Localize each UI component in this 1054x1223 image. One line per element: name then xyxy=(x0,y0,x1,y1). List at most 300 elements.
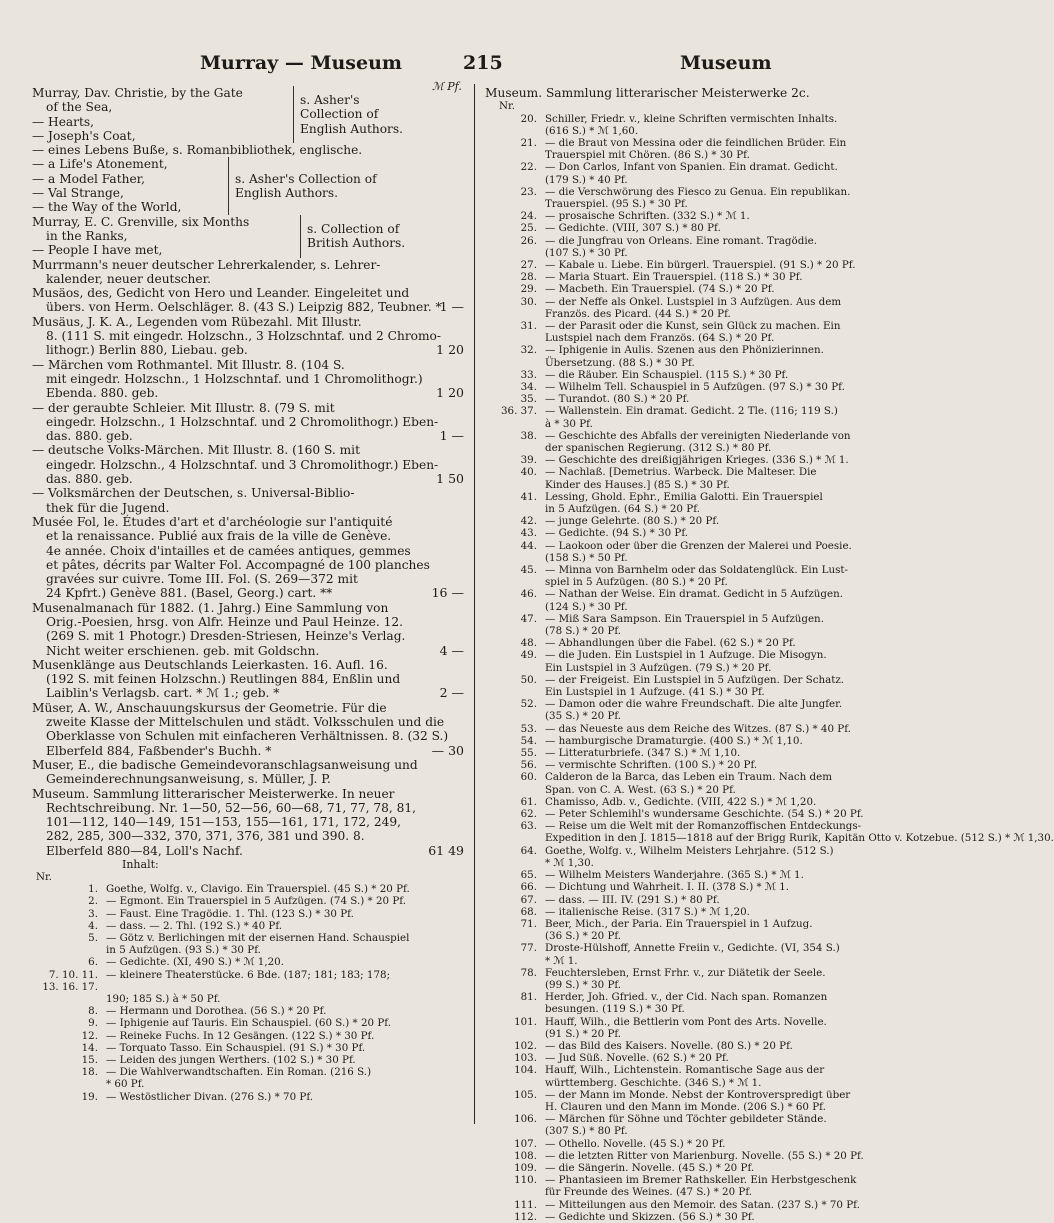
contents-item xyxy=(485,259,955,271)
item-continuation: (36 S.) * 20 Pf. xyxy=(545,930,622,943)
contents-row xyxy=(485,283,955,295)
item-number: 4. xyxy=(88,919,98,932)
contents-row xyxy=(485,1150,955,1162)
item-continuation: (91 S.) * 20 Pf. xyxy=(545,1027,622,1040)
entry-line: Murrmann's neuer deutscher Lehrerkalender, s. Lehrer- xyxy=(32,257,381,272)
item-number: 23. xyxy=(520,185,537,198)
entry-price: 1 — xyxy=(439,428,464,444)
item-number: 61. xyxy=(520,795,537,808)
catalog-entry xyxy=(32,787,464,858)
entry-line: Murray, Dav. Christie, by the Gate xyxy=(32,86,243,100)
contents-item xyxy=(485,320,955,344)
item-number: 103. xyxy=(514,1052,537,1065)
item-continuation: Französ. des Picard. (44 S.) * 20 Pf. xyxy=(545,307,731,320)
item-number: 33. xyxy=(520,368,537,381)
item-title: — Miß Sara Sampson. Ein Trauerspiel in 5 Aufzügen. xyxy=(545,612,824,625)
entry-line: (269 S. mit 1 Photogr.) Dresden-Striesen, Heinze's Verlag. xyxy=(46,629,406,644)
contents-item xyxy=(485,1089,955,1113)
entry-line: gravées sur cuivre. Tome III. Fol. (S. 269—372 mit xyxy=(46,572,358,587)
item-title: — Turandot. (80 S.) * 20 Pf. xyxy=(545,393,690,406)
item-number: 62. xyxy=(520,808,537,821)
contents-item xyxy=(32,908,464,920)
item-title: Chamisso, Adb. v., Gedichte. (VIII, 422 S.) * ℳ 1,20. xyxy=(545,795,817,808)
entry-line: eingedr. Holzschn., 4 Holzschntaf. und 3 Chromolithogr.) Eben- xyxy=(46,457,439,472)
contents-item xyxy=(485,820,1054,845)
item-title: — Westöstlicher Divan. (276 S.) * 70 Pf. xyxy=(106,1090,314,1103)
contents-item xyxy=(485,393,955,405)
entry-line: — der geraubte Schleier. Mit Illustr. 8. (79 S. mit xyxy=(32,400,335,415)
item-title: — Othello. Novelle. (45 S.) * 20 Pf. xyxy=(545,1137,726,1150)
item-continuation: württemberg. Geschichte. (346 S.) * ℳ 1. xyxy=(545,1076,762,1089)
item-number: 66. xyxy=(520,881,537,894)
contents-row xyxy=(32,1030,464,1042)
contents-item xyxy=(485,186,955,210)
entry-line: — People I have met, xyxy=(32,243,163,258)
item-title: — Hermann und Dorothea. (56 S.) * 20 Pf. xyxy=(106,1005,327,1018)
contents-row xyxy=(485,991,955,1003)
item-continuation: Kinder des Hauses.] (85 S.) * 30 Pf. xyxy=(545,478,730,491)
entry-line: mit eingedr. Holzschn., 1 Holzschntaf. und 1 Chromolithogr.) xyxy=(46,371,423,386)
item-title: — die Jungfrau von Orleans. Eine romant. Tragödie. xyxy=(545,234,817,247)
item-title: — die Juden. Ein Lustspiel in 1 Aufzuge. Die Misogyn. xyxy=(545,649,827,662)
contents-item xyxy=(485,113,955,137)
contents-item xyxy=(485,808,955,820)
contents-row xyxy=(485,613,955,625)
contents-item xyxy=(485,698,955,722)
item-number: 71. xyxy=(520,917,537,930)
item-number: 44. xyxy=(520,539,537,552)
entry-line: et la renaissance. Publié aux frais de la ville de Genève. xyxy=(46,529,392,544)
item-title: — die Verschwörung des Fiesco zu Genua. Ein republikan. xyxy=(545,185,851,198)
contents-row xyxy=(485,113,955,125)
item-number: 42. xyxy=(520,515,537,528)
item-continuation: für Freunde des Weines. (47 S.) * 20 Pf. xyxy=(545,1186,753,1199)
column-divider xyxy=(474,84,475,1124)
entry-line: — a Model Father, xyxy=(32,171,146,186)
item-title: Hauff, Wilh., die Bettlerin vom Pont des Arts. Novelle. xyxy=(545,1015,827,1028)
item-title: — Egmont. Ein Trauerspiel in 5 Aufzügen. (74 S.) * 20 Pf. xyxy=(106,895,406,908)
item-number: 14. xyxy=(81,1041,98,1054)
entry-line: das. 880. geb. xyxy=(46,472,133,487)
item-number: 53. xyxy=(520,722,537,735)
item-title: — junge Gelehrte. (80 S.) * 20 Pf. xyxy=(545,515,720,528)
contents-item xyxy=(32,1066,464,1090)
contents-row xyxy=(32,1005,464,1017)
contents-row xyxy=(485,1174,955,1186)
entry-line: Gemeinderechnungsanweisung, s. Müller, J. P. xyxy=(46,772,331,787)
contents-item xyxy=(32,1054,464,1066)
contents-row xyxy=(485,759,955,771)
contents-row xyxy=(485,906,955,918)
contents-row xyxy=(485,942,955,954)
item-title: — Litteraturbriefe. (347 S.) * ℳ 1,10. xyxy=(545,747,741,760)
item-number: 12. xyxy=(81,1029,98,1042)
contents-row xyxy=(485,491,955,503)
contents-item xyxy=(485,515,955,527)
item-number: 24. xyxy=(520,210,537,223)
item-number: 27. xyxy=(520,258,537,271)
item-title: — Reineke Fuchs. In 12 Gesängen. (122 S.) * 30 Pf. xyxy=(106,1029,375,1042)
contents-item xyxy=(485,222,955,234)
item-continuation: (616 S.) * ℳ 1,60. xyxy=(545,124,639,137)
contents-item xyxy=(485,674,955,698)
item-title: — Phantasieen im Bremer Rathskeller. Ein Herbstgeschenk xyxy=(545,1174,857,1187)
entry-line: Musée Fol, le. Études d'art et d'archéologie sur l'antiquité xyxy=(32,514,393,529)
item-continuation: spiel in 5 Aufzügen. (80 S.) * 20 Pf. xyxy=(545,576,728,589)
item-number: 67. xyxy=(520,893,537,906)
contents-item xyxy=(485,1064,955,1088)
contents-row xyxy=(485,466,955,478)
contents-row xyxy=(485,869,955,881)
item-number: 111. xyxy=(514,1198,537,1211)
entry-line: Muser, E., die badische Gemeindevoranschlagsanweisung und xyxy=(32,757,418,772)
entry-line: — Val Strange, xyxy=(32,186,124,201)
entry-line: Elberfeld 884, Faßbender's Buchh. * xyxy=(46,743,272,758)
item-title: — das Bild des Kaisers. Novelle. (80 S.) * 20 Pf. xyxy=(545,1039,793,1052)
contents-row xyxy=(32,908,464,920)
item-continuation: (35 S.) * 20 Pf. xyxy=(545,710,622,723)
item-number: 34. xyxy=(520,380,537,393)
contents-row xyxy=(485,344,955,356)
contents-item xyxy=(485,881,955,893)
entry-line: — eines Lebens Buße, s. Romanbibliothek, englische. xyxy=(32,143,363,158)
contents-row xyxy=(485,771,955,783)
contents-row xyxy=(32,883,464,895)
item-title: Beer, Mich., der Paria. Ein Trauerspiel in 1 Aufzug. xyxy=(545,917,813,930)
contents-item xyxy=(32,956,464,968)
price-column-head: ℳ Pf. xyxy=(432,80,462,93)
item-continuation: (107 S.) * 30 Pf. xyxy=(545,246,628,259)
item-number: 77. xyxy=(520,942,537,955)
continuation-heading: Museum. Sammlung litterarischer Meisterwerke 2c. xyxy=(485,86,810,100)
contents-item xyxy=(485,588,955,612)
entry-line: Musenklänge aus Deutschlands Leierkasten. 16. Aufl. 16. xyxy=(32,657,388,672)
contents-item xyxy=(485,344,955,368)
entry-line: das. 880. geb. xyxy=(46,429,133,444)
contents-item xyxy=(485,283,955,295)
item-title: — Minna von Barnhelm oder das Soldatenglück. Ein Lust- xyxy=(545,564,848,577)
number-label: Nr. xyxy=(36,871,53,884)
contents-row xyxy=(485,1211,955,1223)
item-title: — Nachlaß. [Demetrius. Warbeck. Die Malteser. Die xyxy=(545,466,817,479)
right-column xyxy=(485,86,1054,1223)
item-number: 101. xyxy=(514,1015,537,1028)
contents-item xyxy=(485,137,955,161)
item-title: — prosaische Schriften. (332 S.) * ℳ 1. xyxy=(545,210,750,223)
contents-item xyxy=(485,942,955,966)
contents-row xyxy=(485,649,955,661)
item-title: — der Parasit oder die Kunst, sein Glück zu machen. Ein xyxy=(545,319,841,332)
entry-line: Murray, E. C. Grenville, six Months xyxy=(32,214,250,229)
contents-row xyxy=(485,820,955,832)
item-title: — Gedichte. (94 S.) * 30 Pf. xyxy=(545,527,689,540)
item-number: 47. xyxy=(520,612,537,625)
contents-row xyxy=(485,186,955,198)
contents-item xyxy=(32,1030,464,1042)
item-continuation: Ein Lustspiel in 3 Aufzügen. (79 S.) * 20 Pf. xyxy=(545,661,772,674)
contents-item xyxy=(485,405,955,429)
item-title: — kleinere Theaterstücke. 6 Bde. (187; 181; 183; 178; xyxy=(106,968,391,981)
running-header-right: Museum xyxy=(680,52,772,74)
entry-line: 101—112, 140—149, 151—153, 155—161, 171, 172, 249, xyxy=(46,815,401,830)
item-number: 78. xyxy=(520,966,537,979)
item-title: — Peter Schlemihl's wundersame Geschichte. (54 S.) * 20 Pf. xyxy=(545,808,864,821)
contents-item xyxy=(485,1113,955,1137)
item-number: 49. xyxy=(520,649,537,662)
item-title: Lessing, Ghold. Ephr., Emilia Galotti. Ein Trauerspiel xyxy=(545,490,823,503)
entry-line: 24 Kpfrt.) Genève 881. (Basel, Georg.) cart. ** xyxy=(46,586,333,601)
contents-list xyxy=(485,112,1054,1223)
entry-price: 1 — xyxy=(439,299,464,315)
item-title: Hauff, Wilh., Lichtenstein. Romantische Sage aus der xyxy=(545,1064,825,1077)
contents-item xyxy=(485,967,955,991)
catalog-entry xyxy=(32,658,464,701)
item-number: 55. xyxy=(520,747,537,760)
contents-row xyxy=(485,1064,955,1076)
contents-item xyxy=(485,613,955,637)
contents-item xyxy=(485,1174,955,1198)
contents-item xyxy=(485,466,955,490)
item-continuation: (78 S.) * 20 Pf. xyxy=(545,625,622,638)
entry-price: — 30 xyxy=(431,742,464,758)
contents-row xyxy=(485,259,955,271)
catalog-entry xyxy=(32,401,464,444)
item-title: — Wilhelm Meisters Wanderjahre. (365 S.) * ℳ 1. xyxy=(545,869,804,882)
contents-item xyxy=(485,381,955,393)
contents-row xyxy=(485,1199,955,1211)
entry-line: 8. (111 S. mit eingedr. Holzschn., 3 Holzschntaf. und 2 Chromo- xyxy=(46,329,442,344)
item-continuation: (124 S.) * 30 Pf. xyxy=(545,600,628,613)
item-continuation: Expedition in den J. 1815—1818 auf der Brigg Rurik, Kapitän Otto v. Kotzebue. (512 S.) * ℳ 1,30. xyxy=(545,832,1054,845)
item-continuation: Trauerspiel. (95 S.) * 30 Pf. xyxy=(545,197,688,210)
contents-item xyxy=(32,883,464,895)
contents-row xyxy=(485,881,955,893)
item-number: 65. xyxy=(520,869,537,882)
contents-row xyxy=(485,161,955,173)
entry-line: kalender, neuer deutscher. xyxy=(46,271,211,286)
item-title: Calderon de la Barca, das Leben ein Traum. Nach dem xyxy=(545,771,833,784)
item-continuation: besungen. (119 S.) * 30 Pf. xyxy=(545,1003,685,1016)
contents-row xyxy=(485,369,955,381)
item-number: 29. xyxy=(520,283,537,296)
item-number: 31. xyxy=(520,319,537,332)
entry-line: et pâtes, décrits par Walter Fol. Accompagné de 100 planches xyxy=(46,557,430,572)
item-number: 43. xyxy=(520,527,537,540)
item-title: — die Sängerin. Novelle. (45 S.) * 20 Pf. xyxy=(545,1161,755,1174)
catalog-entry xyxy=(32,758,464,787)
entry-line: — the Way of the World, xyxy=(32,200,182,215)
item-title: — italienische Reise. (317 S.) * ℳ 1,20. xyxy=(545,905,750,918)
item-number: 56. xyxy=(520,759,537,772)
entry-line: Laiblin's Verlagsb. cart. * ℳ 1.; geb. * xyxy=(46,686,280,701)
contents-item xyxy=(485,491,955,515)
entry-price: 1 20 xyxy=(436,385,464,401)
entry-line: Ebenda. 880. geb. xyxy=(46,386,159,401)
item-title: — Die Wahlverwandtschaften. Ein Roman. (216 S.) xyxy=(106,1066,372,1079)
item-number: 21. xyxy=(520,136,537,149)
contents-item xyxy=(485,771,955,795)
entry-line: 4e année. Choix d'intailles et de camées antiques, gemmes xyxy=(46,543,411,558)
contents-row xyxy=(32,920,464,932)
contents-list xyxy=(32,883,464,1103)
item-title: Schiller, Friedr. v., kleine Schriften vermischten Inhalts. xyxy=(545,112,838,125)
contents-row xyxy=(32,1091,464,1103)
entry-line: Orig.-Poesien, hrsg. von Alfr. Heinze und Paul Heinze. 12. xyxy=(46,614,403,629)
item-number: 1. xyxy=(88,883,98,896)
item-number: 109. xyxy=(514,1161,537,1174)
contents-item xyxy=(485,1162,955,1174)
item-continuation: * ℳ 1. xyxy=(545,954,578,967)
item-title: — der Freigeist. Ein Lustspiel in 5 Aufzügen. Der Schatz. xyxy=(545,673,845,686)
item-continuation: Span. von C. A. West. (63 S.) * 20 Pf. xyxy=(545,783,736,796)
contents-row xyxy=(485,918,955,930)
item-title: — hamburgische Dramaturgie. (400 S.) * ℳ 1,10. xyxy=(545,734,803,747)
contents-item xyxy=(485,735,955,747)
item-title: — der Neffe als Onkel. Lustspiel in 3 Aufzügen. Aus dem xyxy=(545,295,842,308)
contents-item xyxy=(485,637,955,649)
contents-row xyxy=(485,894,955,906)
entry-line: Oberklasse von Schulen mit einfacheren Verhältnissen. 8. (32 S.) xyxy=(46,729,449,744)
item-title: — Wilhelm Tell. Schauspiel in 5 Aufzügen. (97 S.) * 30 Pf. xyxy=(545,380,845,393)
contents-row xyxy=(485,723,955,735)
contents-item xyxy=(485,1150,955,1162)
item-title: — Kabale u. Liebe. Ein bürgerl. Trauerspiel. (91 S.) * 20 Pf. xyxy=(545,258,856,271)
contents-item xyxy=(485,1199,955,1211)
item-number: 60. xyxy=(520,771,537,784)
contents-item xyxy=(485,369,955,381)
contents-item xyxy=(32,895,464,907)
contents-row xyxy=(485,967,955,979)
item-title: — Nathan der Weise. Ein dramat. Gedicht in 5 Aufzügen. xyxy=(545,588,843,601)
item-number: 102. xyxy=(514,1039,537,1052)
contents-item xyxy=(485,161,955,185)
brace-group xyxy=(32,157,464,214)
contents-row xyxy=(32,1042,464,1054)
item-title: Herder, Joh. Gfried. v., der Cid. Nach span. Romanzen xyxy=(545,991,828,1004)
item-number: 38. xyxy=(520,429,537,442)
item-title: — Mitteilungen aus den Memoir. des Satan. (237 S.) * 70 Pf. xyxy=(545,1198,860,1211)
item-continuation: Ein Lustspiel in 1 Aufzuge. (41 S.) * 30 Pf. xyxy=(545,686,765,699)
contents-item xyxy=(485,747,955,759)
contents-item xyxy=(485,991,955,1015)
item-continuation: in 5 Aufzügen. (93 S.) * 30 Pf. xyxy=(106,944,261,957)
item-continuation: Übersetzung. (88 S.) * 30 Pf. xyxy=(545,356,695,369)
catalog-entry xyxy=(32,601,464,658)
contents-row xyxy=(485,796,955,808)
item-number: 8. xyxy=(88,1005,98,1018)
contents-row xyxy=(32,932,464,944)
entry-line: — Joseph's Coat, xyxy=(32,128,136,143)
item-number: 106. xyxy=(514,1113,537,1126)
item-title: — Gedichte. (XI, 490 S.) * ℳ 1,20. xyxy=(106,956,284,969)
item-title: — die Braut von Messina oder die feindlichen Brüder. Ein xyxy=(545,136,847,149)
entry-line: lithogr.) Berlin 880, Liebau. geb. xyxy=(46,343,248,358)
entry-line: of the Sea, xyxy=(46,100,113,115)
entry-line: in the Ranks, xyxy=(46,228,128,243)
item-number: 41. xyxy=(520,490,537,503)
contents-row xyxy=(485,637,955,649)
item-continuation: (307 S.) * 80 Pf. xyxy=(545,1125,628,1138)
item-title: — Laokoon oder über die Grenzen der Malerei und Poesie. xyxy=(545,539,852,552)
catalog-entry xyxy=(32,443,464,486)
contents-item xyxy=(485,271,955,283)
item-number: 112. xyxy=(514,1210,537,1223)
item-title: Droste-Hülshoff, Annette Freiin v., Gedichte. (VI, 354 S.) xyxy=(545,942,840,955)
contents-row xyxy=(485,235,955,247)
item-number: 105. xyxy=(514,1088,537,1101)
item-title: — Damon oder die wahre Freundschaft. Die alte Jungfer. xyxy=(545,698,843,711)
item-number: 18. xyxy=(81,1066,98,1079)
catalog-entry xyxy=(32,701,464,758)
contents-item xyxy=(32,1017,464,1029)
contents-item xyxy=(485,894,955,906)
item-title: — Macbeth. Ein Trauerspiel. (74 S.) * 20 Pf. xyxy=(545,283,775,296)
item-continuation: H. Clauren und den Mann im Monde. (206 S.) * 60 Pf. xyxy=(545,1100,826,1113)
contents-row xyxy=(32,956,464,968)
catalog-entry xyxy=(32,486,464,515)
contents-row xyxy=(32,1054,464,1066)
contents-row xyxy=(485,1162,955,1174)
brace-group xyxy=(32,86,464,143)
contents-row xyxy=(485,1113,955,1125)
contents-item xyxy=(485,540,955,564)
item-number: 108. xyxy=(514,1149,537,1162)
entry-line: Musäos, des, Gedicht von Hero und Leander. Eingeleitet und xyxy=(32,286,410,301)
contents-item xyxy=(485,564,955,588)
item-continuation: * 60 Pf. xyxy=(106,1078,145,1091)
item-title: — Wallenstein. Ein dramat. Gedicht. 2 Tle. (116; 119 S.) xyxy=(545,405,838,418)
contents-item xyxy=(32,932,464,956)
contents-row xyxy=(485,564,955,576)
contents-item xyxy=(485,1016,955,1040)
contents-row xyxy=(485,1016,955,1028)
running-header-left: Murray — Museum xyxy=(200,52,402,74)
contents-row xyxy=(485,588,955,600)
item-title: — Reise um die Welt mit der Romanzoffischen Entdeckungs- xyxy=(545,820,862,833)
entry-line: — Volksmärchen der Deutschen, s. Universal-Biblio- xyxy=(32,486,355,501)
item-number: 40. xyxy=(520,466,537,479)
item-title: — Dichtung und Wahrheit. I. II. (378 S.) * ℳ 1. xyxy=(545,881,790,894)
item-number: 5. xyxy=(88,932,98,945)
contents-row xyxy=(485,137,955,149)
contents-label: Inhalt: xyxy=(122,858,159,872)
entry-line: zweite Klasse der Mittelschulen und städt. Volksschulen und die xyxy=(46,715,445,730)
item-continuation: in 5 Aufzügen. (64 S.) * 20 Pf. xyxy=(545,503,700,515)
contents-row xyxy=(485,1138,955,1150)
entry-line: thek für die Jugend. xyxy=(46,500,170,515)
item-number: 3. xyxy=(88,907,98,920)
contents-row xyxy=(485,698,955,710)
item-number: 28. xyxy=(520,271,537,284)
item-title: — Gedichte und Skizzen. (56 S.) * 30 Pf. xyxy=(545,1210,755,1223)
item-number: 45. xyxy=(520,564,537,577)
entry-price: 16 — xyxy=(431,585,464,601)
entry-line: Elberfeld 880—84, Loll's Nachf. xyxy=(46,843,243,858)
contents-item xyxy=(485,454,955,466)
item-number: 6. xyxy=(88,956,98,969)
item-title: — die Räuber. Ein Schauspiel. (115 S.) * 30 Pf. xyxy=(545,368,789,381)
number-label: Nr. xyxy=(499,100,516,113)
contents-item xyxy=(32,969,464,1006)
item-number: 54. xyxy=(520,734,537,747)
contents-item xyxy=(32,1005,464,1017)
entry-line: — Märchen vom Rothmantel. Mit Illustr. 8. (104 S. xyxy=(32,357,345,372)
contents-item xyxy=(485,649,955,673)
entry-line: (192 S. mit feinen Holzschn.) Reutlingen 884, Enßlin und xyxy=(46,672,401,687)
left-column xyxy=(32,86,464,1103)
contents-row xyxy=(485,381,955,393)
contents-item xyxy=(485,869,955,881)
